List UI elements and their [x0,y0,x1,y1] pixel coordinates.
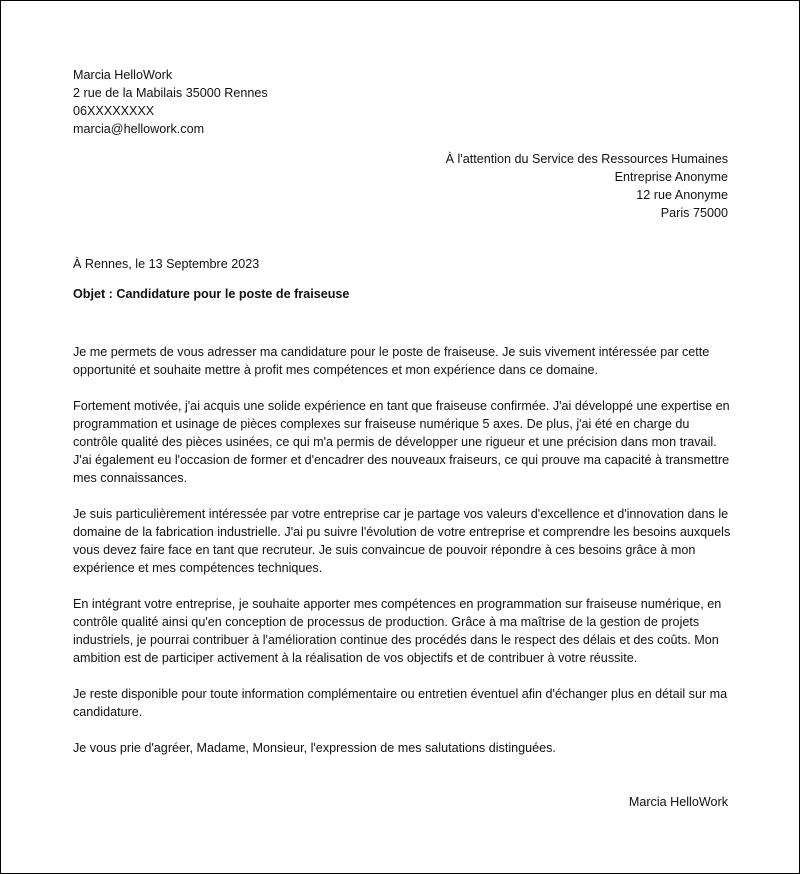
body-paragraph: Fortement motivée, j'ai acquis une solide expérience en tant que fraiseuse confirmée. J'ai développé une expertise en programmation et usinage de pièces complexes sur fraiseuse numérique 5 axes. De plus, j'ai été en charge du contrôle qualité des pièces usinées, ce qui m'a permis de développer une rigueur et une précision dans mon travail. J'ai également eu l'occasion de former et d'encadrer des nouveaux fraiseurs, ce qui prouve ma capacité à transmettre mes connaissances. [73,399,730,485]
sender-address: 2 rue de la Mabilais 35000 Rennes [73,86,268,100]
sender-block [73,66,268,138]
recipient-block [446,150,728,222]
body-paragraph: Je me permets de vous adresser ma candidature pour le poste de fraiseuse. Je suis vivement intéressée par cette opportunité et souhaite mettre à profit mes compétences et mon expérience dans ce domaine. [73,345,710,377]
sender-email: marcia@hellowork.com [73,122,205,136]
letter-subject: Objet : Candidature pour le poste de fraiseuse [73,287,350,301]
body-paragraph: En intégrant votre entreprise, je souhaite apporter mes compétences en programmation sur fraiseuse numérique, en contrôle qualité ainsi qu'en conception de processus de production. Grâce à ma maîtrise de la gestion de projets industriels, je pourrai contribuer à l'amélioration continue des procédés dans le respect des délais et des coûts. Mon ambition est de participer activement à la réalisation de vos objectifs et de contribuer à votre réussite. [73,597,722,665]
sender-phone: 06XXXXXXXX [73,104,155,118]
letter-body [73,343,733,775]
signature: Marcia HelloWork [628,795,728,809]
closing-paragraph: Je vous prie d'agréer, Madame, Monsieur, l'expression de mes salutations distinguées. [73,741,556,755]
recipient-attention: À l'attention du Service des Ressources Humaines [445,152,728,166]
body-paragraph: Je reste disponible pour toute information complémentaire ou entretien éventuel afin d'échanger plus en détail sur ma candidature. [73,687,728,719]
recipient-company: Entreprise Anonyme [614,170,728,184]
recipient-city: Paris 75000 [660,206,728,220]
sender-name: Marcia HelloWork [73,68,173,82]
recipient-street: 12 rue Anonyme [636,188,728,202]
body-paragraph: Je suis particulièrement intéressée par votre entreprise car je partage vos valeurs d'excellence et d'innovation dans le domaine de la fabrication industrielle. J'ai pu suivre l'évolution de votre entreprise et comprendre les besoins auxquels vous devez faire face en tant que recruteur. Je suis convaincue de pouvoir répondre à ces besoins grâce à mon expérience et mes compétences techniques. [73,507,731,575]
letter-date: À Rennes, le 13 Septembre 2023 [73,257,260,271]
